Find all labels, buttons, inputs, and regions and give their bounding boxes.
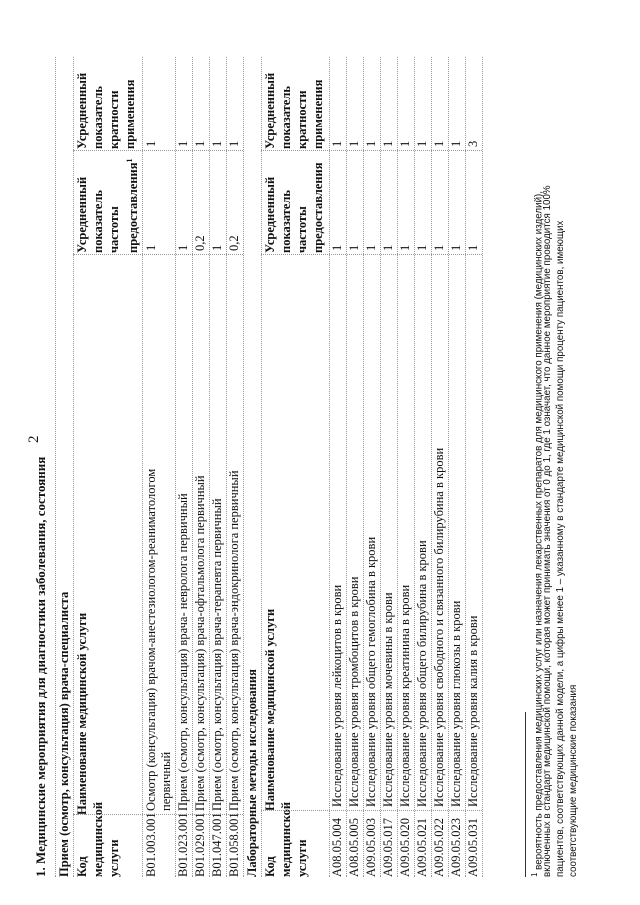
row-frequency: 1 [330, 244, 344, 251]
header-name: Наименование медицинской услуги [263, 608, 277, 811]
row-code: A09.05.017 [381, 817, 395, 877]
row-name: Исследование уровня лейкоцитов в крови [330, 584, 344, 807]
group-title-laboratory: Лабораторные методы исследования [245, 669, 259, 877]
row-code: B01.058.001 [227, 812, 241, 877]
group-title-consultations: Прием (осмотр, консультация) врача-специалиста [57, 591, 71, 877]
row-multiplicity: 1 [227, 140, 241, 147]
header-frequency-text: Усредненный показатель частоты предоставления [75, 162, 141, 253]
header-code: Код медицинской услуги [75, 801, 121, 877]
row-frequency: 1 [449, 244, 463, 251]
row-name: Исследование уровня общего гемоглобина в крови [364, 536, 378, 807]
row-name: Прием (осмотр, консультация) врача-терапевта первичный [210, 498, 224, 811]
row-frequency: 1 [415, 244, 429, 251]
row-frequency: 1 [432, 244, 446, 251]
column-rule [73, 150, 243, 151]
footnote-line: включенных в стандарт медицинской помощи, которая может принимать значения от 0 до 1, где 1 означает, что данное мероприятие проводится 100% [542, 185, 553, 877]
row-name: Прием (осмотр, консультация) врача-офтальмолога первичный [193, 475, 207, 811]
row-multiplicity: 1 [347, 140, 361, 147]
row-code: B01.029.001 [193, 812, 207, 877]
row-frequency: 1 [144, 244, 158, 251]
row-code: A09.05.003 [364, 817, 378, 877]
column-rule [261, 254, 482, 255]
row-multiplicity: 1 [449, 140, 463, 147]
rotated-page-content [33, 57, 593, 877]
row-frequency: 1 [398, 244, 412, 251]
row-name: Исследование уровня креатинина в крови [398, 584, 412, 807]
row-name: Исследование уровня глюкозы в крови [449, 600, 463, 807]
rule [482, 57, 483, 877]
header-multiplicity: Усредненный показатель кратности применения [263, 72, 325, 149]
rule [55, 57, 56, 877]
section-title: 1. Медицинские мероприятия для диагностики заболевания, состояния [33, 456, 48, 877]
row-multiplicity: 1 [398, 140, 412, 147]
row-frequency: 0,2 [227, 235, 241, 251]
row-code: A08.05.005 [347, 817, 361, 877]
header-name: Наименование медицинской услуги [75, 612, 89, 815]
row-name: Осмотр (консультация) врачом-анестезиологом-реаниматологом [144, 468, 158, 811]
row-name: Прием (осмотр, консультация) врача-эндокринолога первичный [227, 470, 241, 811]
row-name: Исследование уровня общего билирубина в крови [415, 540, 429, 807]
column-rule [261, 810, 482, 811]
column-rule [73, 814, 243, 815]
header-frequency: Усредненный показатель частоты предоставления [263, 162, 325, 253]
row-name: Исследование уровня калия в крови [466, 615, 480, 807]
row-multiplicity: 1 [432, 140, 446, 147]
row-name: Исследование уровня мочевины в крови [381, 592, 395, 807]
footnote-marker: 1 [125, 158, 134, 163]
footnote-separator [525, 712, 526, 877]
row-multiplicity: 1 [210, 140, 224, 147]
row-multiplicity: 1 [330, 140, 344, 147]
row-name: Исследование уровня свободного и связанного билирубина в крови [432, 447, 446, 807]
footnote-text: вероятность предоставления медицинских услуг или назначения лекарственных препаратов для медицинского применения (медицинских изделий), [533, 190, 545, 870]
row-name: Прием (осмотр, консультация) врача- невролога первичный [176, 493, 190, 811]
row-name-continuation: первичный [159, 751, 173, 811]
row-code: B01.023.001 [176, 812, 190, 877]
row-frequency: 1 [364, 244, 378, 251]
row-multiplicity: 1 [415, 140, 429, 147]
rule [243, 57, 244, 877]
row-frequency: 1 [347, 244, 361, 251]
row-multiplicity: 1 [144, 140, 158, 147]
footnote-line: пациентов, соответствующих данной модели, а цифры менее 1 – указанному в стандарте медицинской помощи проценту пациентов, имеющих [555, 220, 566, 877]
row-code: B01.047.001 [210, 812, 224, 877]
header-frequency [74, 153, 141, 253]
column-rule [73, 254, 243, 255]
row-multiplicity: 1 [364, 140, 378, 147]
row-code: A09.05.022 [432, 817, 446, 877]
row-code: A09.05.021 [415, 817, 429, 877]
row-frequency: 1 [381, 244, 395, 251]
row-multiplicity: 1 [176, 140, 190, 147]
row-multiplicity: 1 [381, 140, 395, 147]
header-multiplicity: Усредненный показатель кратности применения [75, 72, 137, 149]
row-frequency: 1 [176, 244, 190, 251]
row-frequency: 1 [210, 244, 224, 251]
row-name: Исследование уровня тромбоцитов в крови [347, 576, 361, 807]
row-code: A09.05.031 [466, 817, 480, 877]
rule [142, 57, 143, 877]
row-code: B01.003.001 [144, 812, 158, 877]
row-multiplicity: 1 [193, 140, 207, 147]
header-code: Код медицинской услуги [263, 801, 309, 877]
row-frequency: 0,2 [193, 235, 207, 251]
column-rule [261, 150, 482, 151]
row-multiplicity: 3 [466, 140, 480, 147]
row-code: A09.05.020 [398, 817, 412, 877]
row-frequency: 1 [466, 244, 480, 251]
footnote-line: соответствующие медицинские показания [568, 684, 579, 877]
footnote-marker: 1 [530, 872, 539, 877]
row-code: A08.05.004 [330, 817, 344, 877]
page-number: 2 [26, 435, 42, 443]
row-code: A09.05.023 [449, 817, 463, 877]
